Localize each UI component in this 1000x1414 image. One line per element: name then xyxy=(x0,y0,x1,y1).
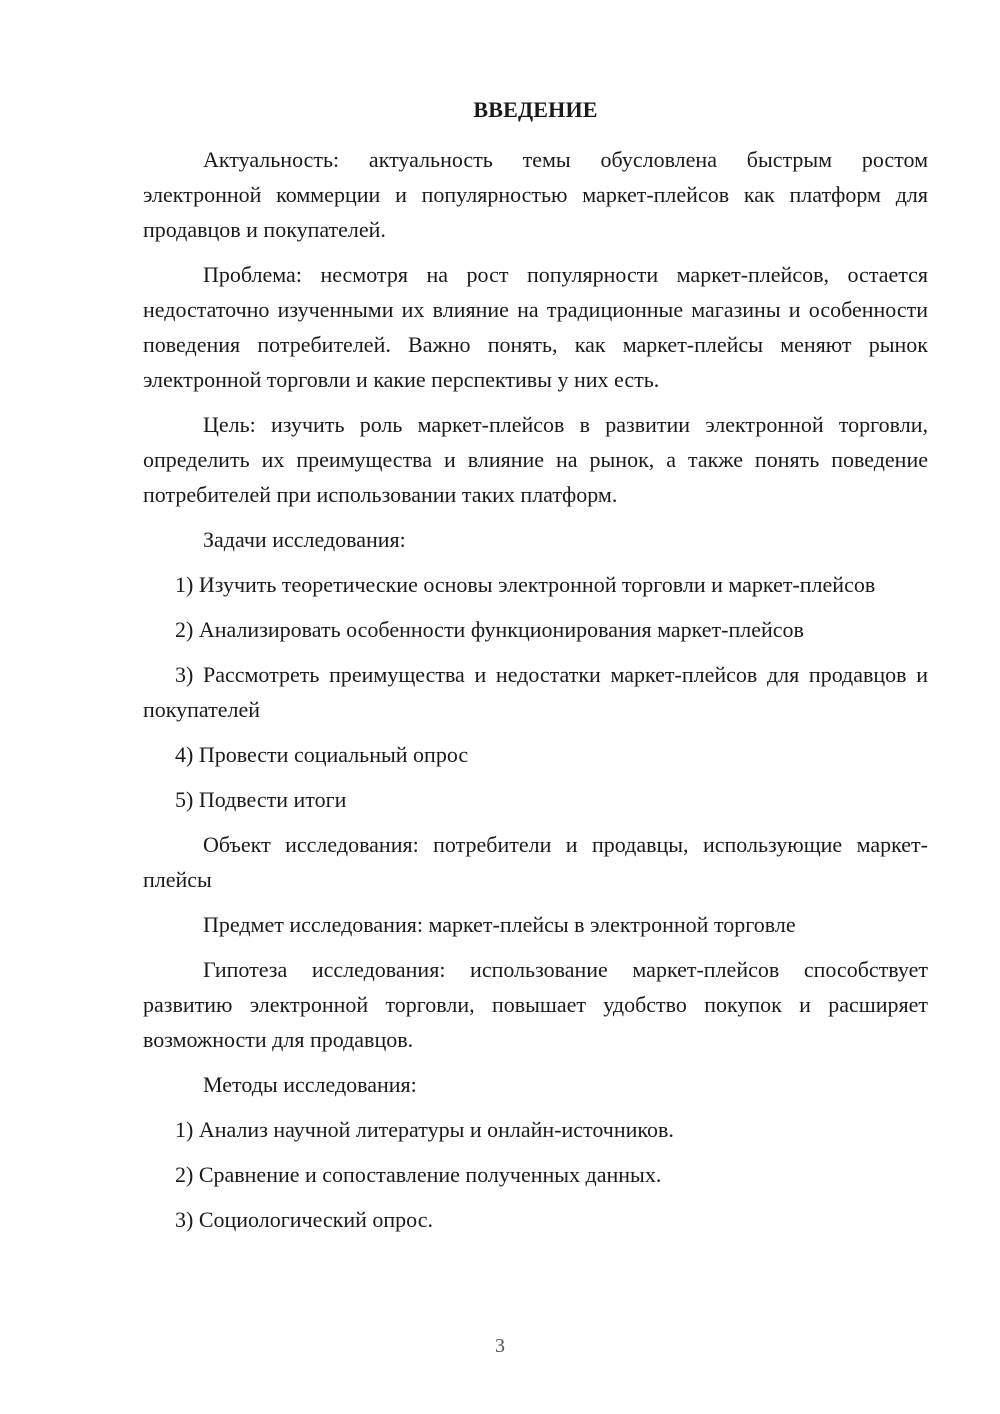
problem-paragraph: Проблема: несмотря на рост популярности маркет-плейсов, остается недостаточно изученными их влияние на традиционные магазины и особенности поведения потребителей. Важно понять, как маркет-плейсы меняют рынок электронной торговли и какие перспективы у них есть. xyxy=(143,262,928,392)
hypothesis-paragraph: Гипотеза исследования: использование маркет-плейсов способствует развитию электронной торговли, повышает удобство покупок и расширяет возможности для продавцов. xyxy=(143,957,928,1052)
task-item: 1) Изучить теоретические основы электронной торговли и маркет-плейсов xyxy=(175,572,876,597)
method-item: 1) Анализ научной литературы и онлайн-источников. xyxy=(175,1117,674,1142)
task-item: 3) Рассмотреть преимущества и недостатки маркет-плейсов для продавцов и покупателей xyxy=(143,662,928,722)
document-page xyxy=(143,92,928,1237)
subject-paragraph: Предмет исследования: маркет-плейсы в электронной торговле xyxy=(203,912,796,937)
method-item: 3) Социологический опрос. xyxy=(175,1207,433,1232)
object-paragraph: Объект исследования: потребители и продавцы, использующие маркет-плейсы xyxy=(143,832,928,892)
relevance-paragraph: Актуальность: актуальность темы обусловлена быстрым ростом электронной коммерции и популярностью маркет-плейсов как платформ для продавцов и покупателей. xyxy=(143,147,928,242)
task-item: 5) Подвести итоги xyxy=(175,787,347,812)
task-item: 4) Провести социальный опрос xyxy=(175,742,469,767)
goal-paragraph: Цель: изучить роль маркет-плейсов в развитии электронной торговли, определить их преимущества и влияние на рынок, а также понять поведение потребителей при использовании таких платформ. xyxy=(143,412,928,507)
method-item: 2) Сравнение и сопоставление полученных данных. xyxy=(175,1162,662,1187)
task-item: 2) Анализировать особенности функционирования маркет-плейсов xyxy=(175,617,804,642)
page-title: ВВЕДЕНИЕ xyxy=(473,97,598,122)
tasks-heading: Задачи исследования: xyxy=(203,527,406,552)
methods-heading: Методы исследования: xyxy=(203,1072,417,1097)
page-number: 3 xyxy=(495,1335,505,1357)
